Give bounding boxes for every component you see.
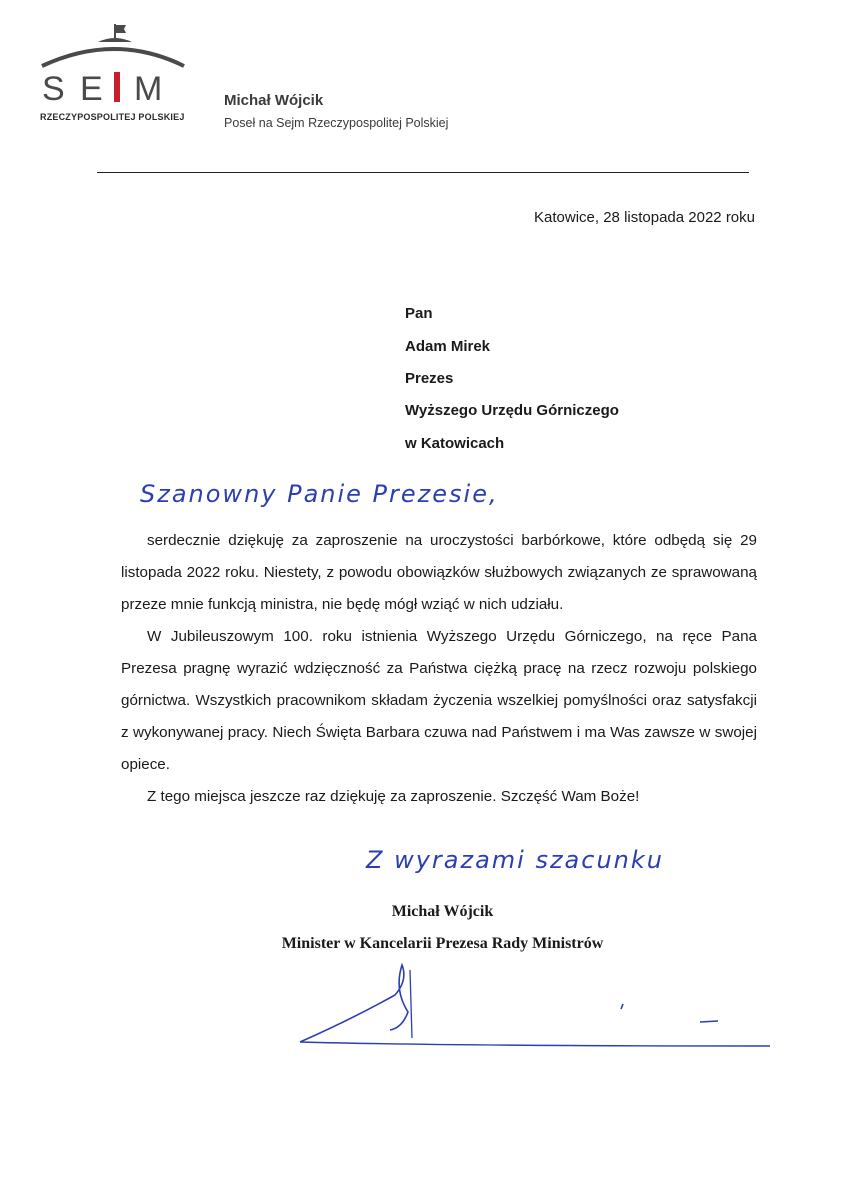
date-line: Katowice, 28 listopada 2022 roku <box>534 209 755 226</box>
addressee-line: w Katowicach <box>405 435 505 452</box>
sender-title: Poseł na Sejm Rzeczypospolitej Polskiej <box>224 116 449 130</box>
handwritten-salutation: Szanowny Panie Prezesie, <box>140 480 499 508</box>
addressee-line: Adam Mirek <box>405 338 491 355</box>
handwritten-closing: Z wyrazami szacunku <box>366 846 664 874</box>
signatory-name: Michał Wójcik <box>391 903 494 920</box>
addressee-line: Pan <box>405 305 433 322</box>
svg-text:S: S <box>42 70 65 108</box>
letter-body <box>121 525 757 813</box>
sender-name: Michał Wójcik <box>224 92 324 109</box>
header-divider <box>97 172 749 173</box>
addressee-line: Prezes <box>405 370 454 387</box>
body-paragraph: W Jubileuszowym 100. roku istnienia Wyższego Urzędu Górniczego, na ręce Pana Prezesa pragnę wyrazić wdzięczność za Państwa ciężką pracę na rzecz rozwoju polskiego górnictwa. Wszystkich pracownikom składam życzenia wszelkiej pomyślności oraz satysfakcji z wykonywanej pracy. Niech Święta Barbara czuwa nad Państwem i ma Was zawsze w swojej opiece. <box>121 628 757 773</box>
body-paragraph: Z tego miejsca jeszcze raz dziękuję za zaproszenie. Szczęść Wam Boże! <box>147 788 640 805</box>
svg-text:M: M <box>134 70 163 108</box>
svg-text:E: E <box>80 70 103 108</box>
signatory-role: Minister w Kancelarii Prezesa Rady Ministrów <box>281 935 604 952</box>
body-paragraph: serdecznie dziękuję za zaproszenie na uroczystości barbórkowe, które odbędą się 29 listopada 2022 roku. Niestety, z powodu obowiązków służbowych związanych ze sprawowaną przeze mnie funkcją ministra, nie będę mógł wziąć w nich udziału. <box>121 532 757 613</box>
addressee-line: Wyższego Urzędu Górniczego <box>405 402 619 419</box>
handwritten-signature <box>290 950 790 1060</box>
logo-caption: RZECZYPOSPOLITEJ POLSKIEJ <box>40 112 185 122</box>
